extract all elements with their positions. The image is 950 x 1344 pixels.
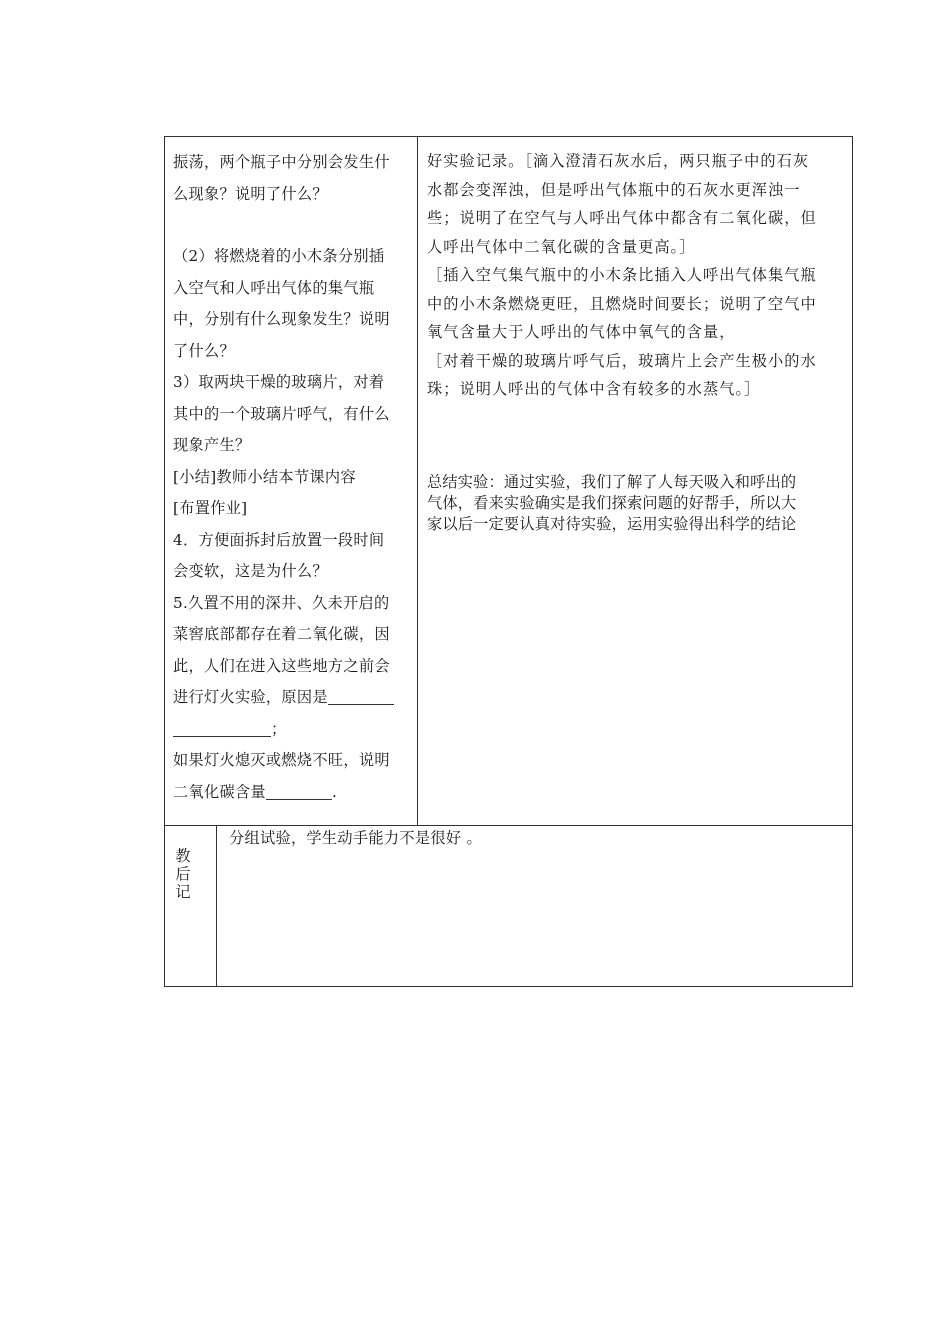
row-divider <box>165 825 852 826</box>
text-line: （2）将燃烧着的小木条分别插 <box>173 247 385 265</box>
text-line: ［对着干燥的玻璃片呼气后，玻璃片上会产生极小的水 <box>427 351 817 370</box>
label-char: 记 <box>175 883 191 901</box>
text-line <box>173 682 409 714</box>
text-line: 中，分别有什么现象发生？说明 <box>173 310 390 328</box>
text-line: 珠；说明人呼出的气体中含有较多的水蒸气。］ <box>427 380 761 398</box>
text-line: [小结]教师小结本节课内容 <box>173 467 356 486</box>
text-line: 水都会变浑浊，但是呼出气体瓶中的石灰水更浑浊一 <box>427 180 801 199</box>
teacher-activity-cell <box>173 147 409 808</box>
footer-label-divider <box>216 825 217 986</box>
text-line: 3）取两块干燥的玻璃片，对着 <box>173 373 385 391</box>
text-line: 好实验记录。［滴入澄清石灰水后，两只瓶子中的石灰 <box>427 152 810 170</box>
text-line: 其中的一个玻璃片呼气，有什么 <box>173 404 390 423</box>
answer-blank <box>266 783 332 800</box>
text-line <box>173 777 409 809</box>
text-line: [布置作业] <box>173 499 248 517</box>
column-divider <box>417 137 418 825</box>
text-line: 振荡，两个瓶子中分别会发生什 <box>173 153 390 171</box>
text-line: 人呼出气体中二氧化碳的含量更高。］ <box>427 237 696 256</box>
text-line: 此，人们在进入这些地方之前会 <box>173 656 390 675</box>
text-segment: ； <box>271 719 287 738</box>
text-line <box>173 714 409 746</box>
lesson-table <box>164 136 853 987</box>
text-line: 家以后一定要认真对待实验，运用实验得出科学的结论 <box>427 514 797 533</box>
text-line: 会变软，这是为什么？ <box>173 562 328 580</box>
text-line: 总结实验：通过实验，我们了解了人每天吸入和呼出的 <box>427 472 797 491</box>
text-line: 气体，看来实验确实是我们探索问题的好帮手，所以大 <box>427 493 797 512</box>
text-line: 了什么？ <box>173 341 235 360</box>
text-line: 4．方便面拆封后放置一段时间 <box>173 530 385 549</box>
text-line: 么现象？说明了什么？ <box>173 184 328 203</box>
post-lesson-notes-label-cell <box>165 825 216 988</box>
text-line: 中的小木条燃烧更旺，且燃烧时间要长；说明了空气中 <box>427 294 817 313</box>
label-char: 后 <box>175 865 191 883</box>
text-line: 些；说明了在空气与人呼出气体中都含有二氧化碳，但 <box>427 209 817 227</box>
post-lesson-notes-label <box>174 847 192 901</box>
student-activity-cell <box>427 147 847 535</box>
text-line: 入空气和人呼出气体的集气瓶 <box>173 278 375 297</box>
label-char: 教 <box>175 847 191 865</box>
text-line: 如果灯火熄灭或燃烧不旺，说明 <box>173 751 390 769</box>
answer-blank <box>173 720 271 737</box>
text-line: 现象产生？ <box>173 436 251 454</box>
text-segment: . <box>331 782 338 801</box>
post-lesson-notes-text: 分组试验，学生动手能力不是很好 。 <box>229 829 482 847</box>
text-line: 菜窖底部都存在着二氧化碳，因 <box>173 625 390 643</box>
text-segment: 进行灯火实验，原因是 <box>173 688 328 706</box>
text-line: 5.久置不用的深井、久未开启的 <box>173 593 390 612</box>
text-segment: 二氧化碳含量 <box>173 782 266 801</box>
answer-blank <box>328 688 394 705</box>
text-line: ［插入空气集气瓶中的小木条比插入人呼出气体集气瓶 <box>427 266 817 284</box>
text-line: 氧气含量大于人呼出的气体中氧气的含量， <box>427 323 736 341</box>
